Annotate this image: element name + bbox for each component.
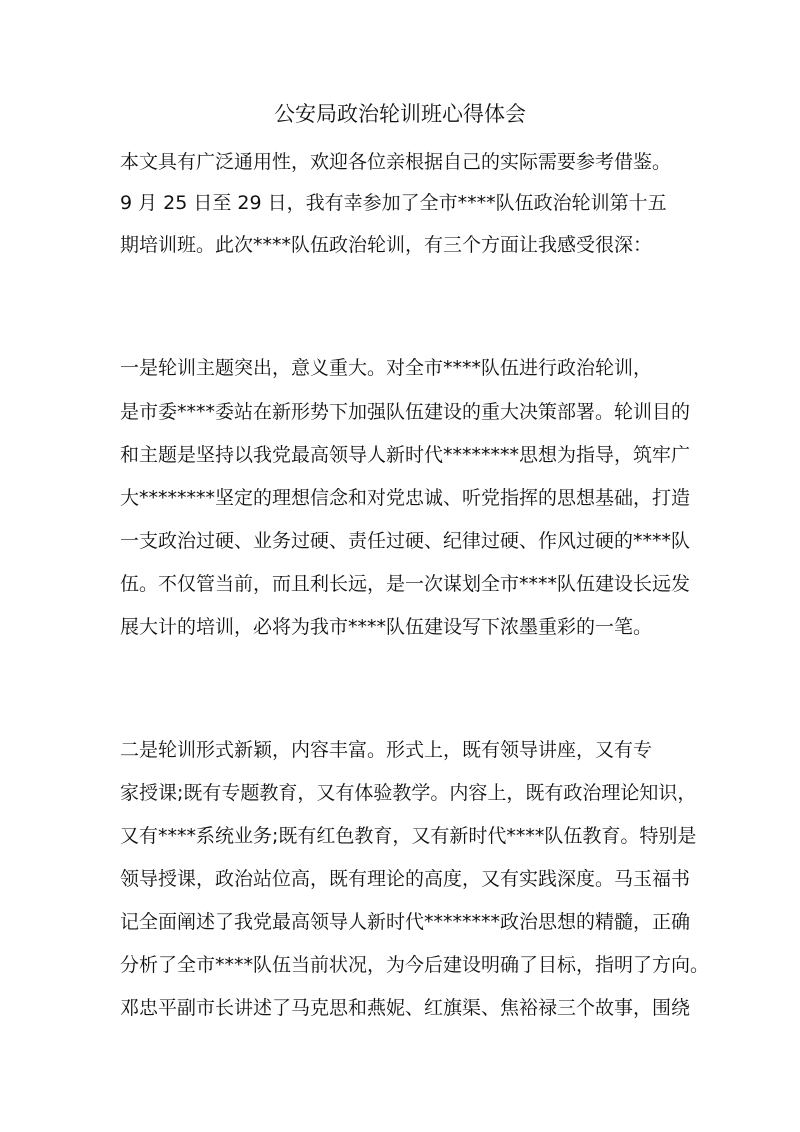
paragraph-3-line-3: 又有****系统业务;既有红色教育，又有新时代****队伍教育。特别是 xyxy=(120,825,697,847)
paragraph-3-line-6: 分析了全市****队伍当前状况，为今后建设明确了目标，指明了方向。 xyxy=(120,954,710,976)
paragraph-2-line-4: 大********坚定的理想信念和对党忠诚、听党指挥的思想基础，打造 xyxy=(120,487,691,509)
paragraph-2-line-6: 伍。不仅管当前，而且利长远，是一次谋划全市****队伍建设长远发 xyxy=(120,573,691,595)
paragraph-3-line-5: 记全面阐述了我党最高领导人新时代********政治思想的精髓，正确 xyxy=(120,911,691,933)
paragraph-1-line-1: 9 月 25 日至 29 日，我有幸参加了全市****队伍政治轮训第十五 xyxy=(120,192,667,214)
paragraph-2-line-7: 展大计的培训，必将为我市****队伍建设写下浓墨重彩的一笔。 xyxy=(120,616,653,638)
paragraph-1-line-2: 期培训班。此次****队伍政治轮训，有三个方面让我感受很深： xyxy=(120,234,653,256)
paragraph-3-line-1: 二是轮训形式新颖，内容丰富。形式上，既有领导讲座，又有专 xyxy=(120,739,653,761)
paragraph-2-line-3: 和主题是坚持以我党最高领导人新时代********思想为指导，筑牢广 xyxy=(120,444,691,466)
paragraph-3-line-2: 家授课;既有专题教育，又有体验教学。内容上，既有政治理论知识， xyxy=(120,782,697,804)
paragraph-3-line-7: 邓忠平副市长讲述了马克思和燕妮、红旗渠、焦裕禄三个故事，围绕 xyxy=(120,997,691,1019)
paragraph-2-line-1: 一是轮训主题突出，意义重大。对全市****队伍进行政治轮训， xyxy=(120,357,653,379)
paragraph-3-line-4: 领导授课，政治站位高，既有理论的高度，又有实践深度。马玉福书 xyxy=(120,868,691,890)
document-title: 公安局政治轮训班心得体会 xyxy=(274,102,526,126)
intro-line: 本文具有广泛通用性，欢迎各位亲根据自己的实际需要参考借鉴。 xyxy=(120,151,672,173)
paragraph-2-line-2: 是市委****委站在新形势下加强队伍建设的重大决策部署。轮训目的 xyxy=(120,401,691,423)
paragraph-2-line-5: 一支政治过硬、业务过硬、责任过硬、纪律过硬、作风过硬的****队 xyxy=(120,530,691,552)
